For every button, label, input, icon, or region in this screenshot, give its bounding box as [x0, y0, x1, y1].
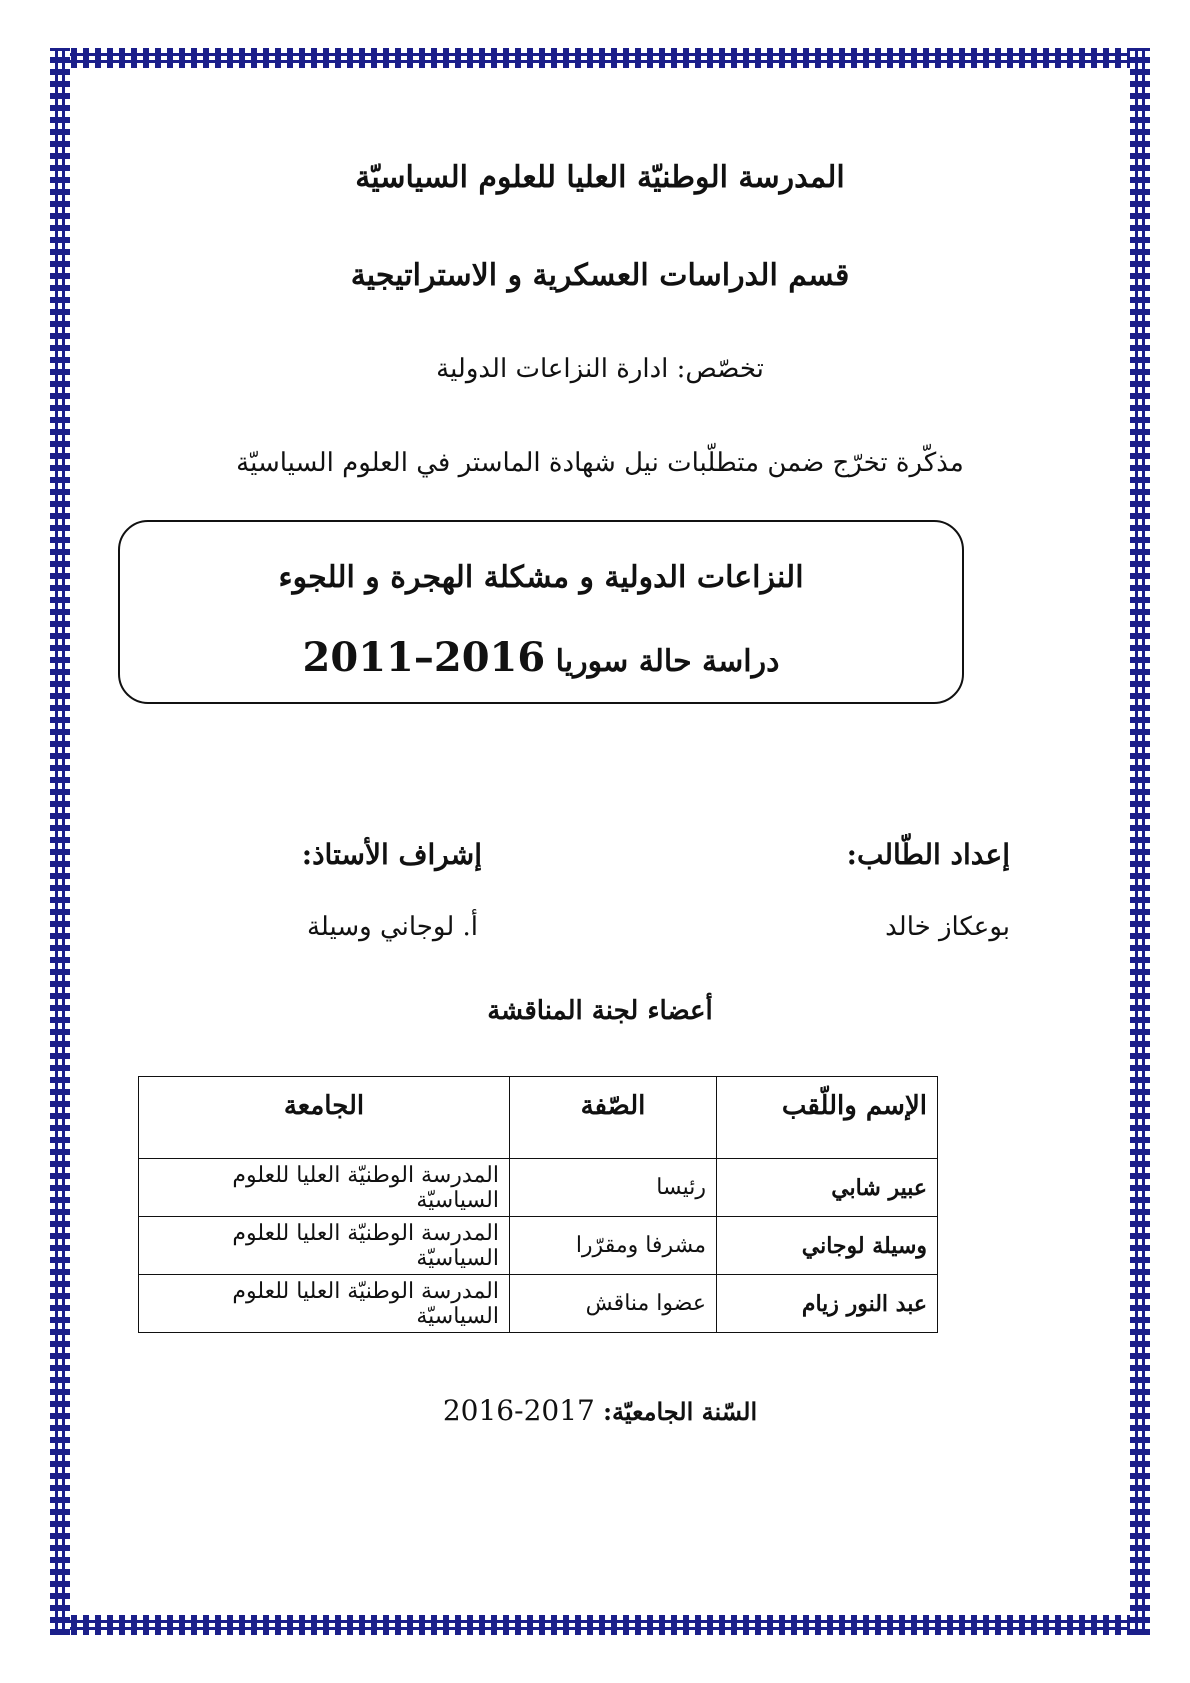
table-row	[139, 1217, 938, 1275]
thesis-subtitle	[120, 634, 962, 681]
thesis-subtitle-years: 2011–2016	[302, 634, 546, 681]
column-header-university: الجامعة	[139, 1077, 510, 1159]
table-header-row	[139, 1077, 938, 1159]
thesis-title: النزاعات الدولية و مشكلة الهجرة و اللجوء	[278, 560, 804, 595]
member-university: المدرسة الوطنيّة العليا للعلوم السياسيّة	[139, 1275, 510, 1333]
committee-table	[138, 1076, 938, 1333]
column-header-name: الإسم واللّقب	[717, 1077, 938, 1159]
supervisor-name: أ. لوجاني وسيلة	[306, 912, 478, 942]
table-row	[139, 1275, 938, 1333]
decorative-border-bottom	[50, 1615, 1150, 1635]
member-university: المدرسة الوطنيّة العليا للعلوم السياسيّة	[139, 1159, 510, 1217]
student-label: إعداد الطّالب:	[846, 838, 1010, 871]
student-name: بوعكاز خالد	[885, 912, 1010, 942]
member-name: وسيلة لوجاني	[717, 1217, 938, 1275]
member-role: رئيسا	[510, 1159, 717, 1217]
supervisor-label: إشراف الأستاذ:	[301, 838, 482, 871]
member-name: عبير شابي	[717, 1159, 938, 1217]
table-row	[139, 1159, 938, 1217]
specialty: تخصّص: ادارة النزاعات الدولية	[436, 354, 764, 384]
member-role: مشرفا ومقرّرا	[510, 1217, 717, 1275]
academic-year	[70, 1394, 1130, 1427]
school-name: المدرسة الوطنيّة العليا للعلوم السياسيّة	[355, 160, 845, 195]
column-header-role: الصّفة	[510, 1077, 717, 1159]
member-role: عضوا مناقش	[510, 1275, 717, 1333]
memo-description: مذكّرة تخرّج ضمن متطلّبات نيل شهادة الماستر في العلوم السياسيّة	[236, 448, 964, 478]
thesis-subtitle-text: دراسة حالة سوريا	[555, 644, 780, 679]
member-university: المدرسة الوطنيّة العليا للعلوم السياسيّة	[139, 1217, 510, 1275]
decorative-border-right	[1130, 48, 1150, 1635]
decorative-border-top	[50, 48, 1150, 68]
academic-year-value: 2016-2017	[442, 1394, 595, 1427]
cover-page	[70, 68, 1130, 1615]
department-name: قسم الدراسات العسكرية و الاستراتيجية	[350, 258, 850, 293]
member-name: عبد النور زيام	[717, 1275, 938, 1333]
decorative-border-left	[50, 48, 70, 1635]
committee-heading: أعضاء لجنة المناقشة	[487, 996, 713, 1026]
thesis-title-box	[118, 520, 964, 704]
academic-year-label: السّنة الجامعيّة:	[603, 1397, 758, 1426]
